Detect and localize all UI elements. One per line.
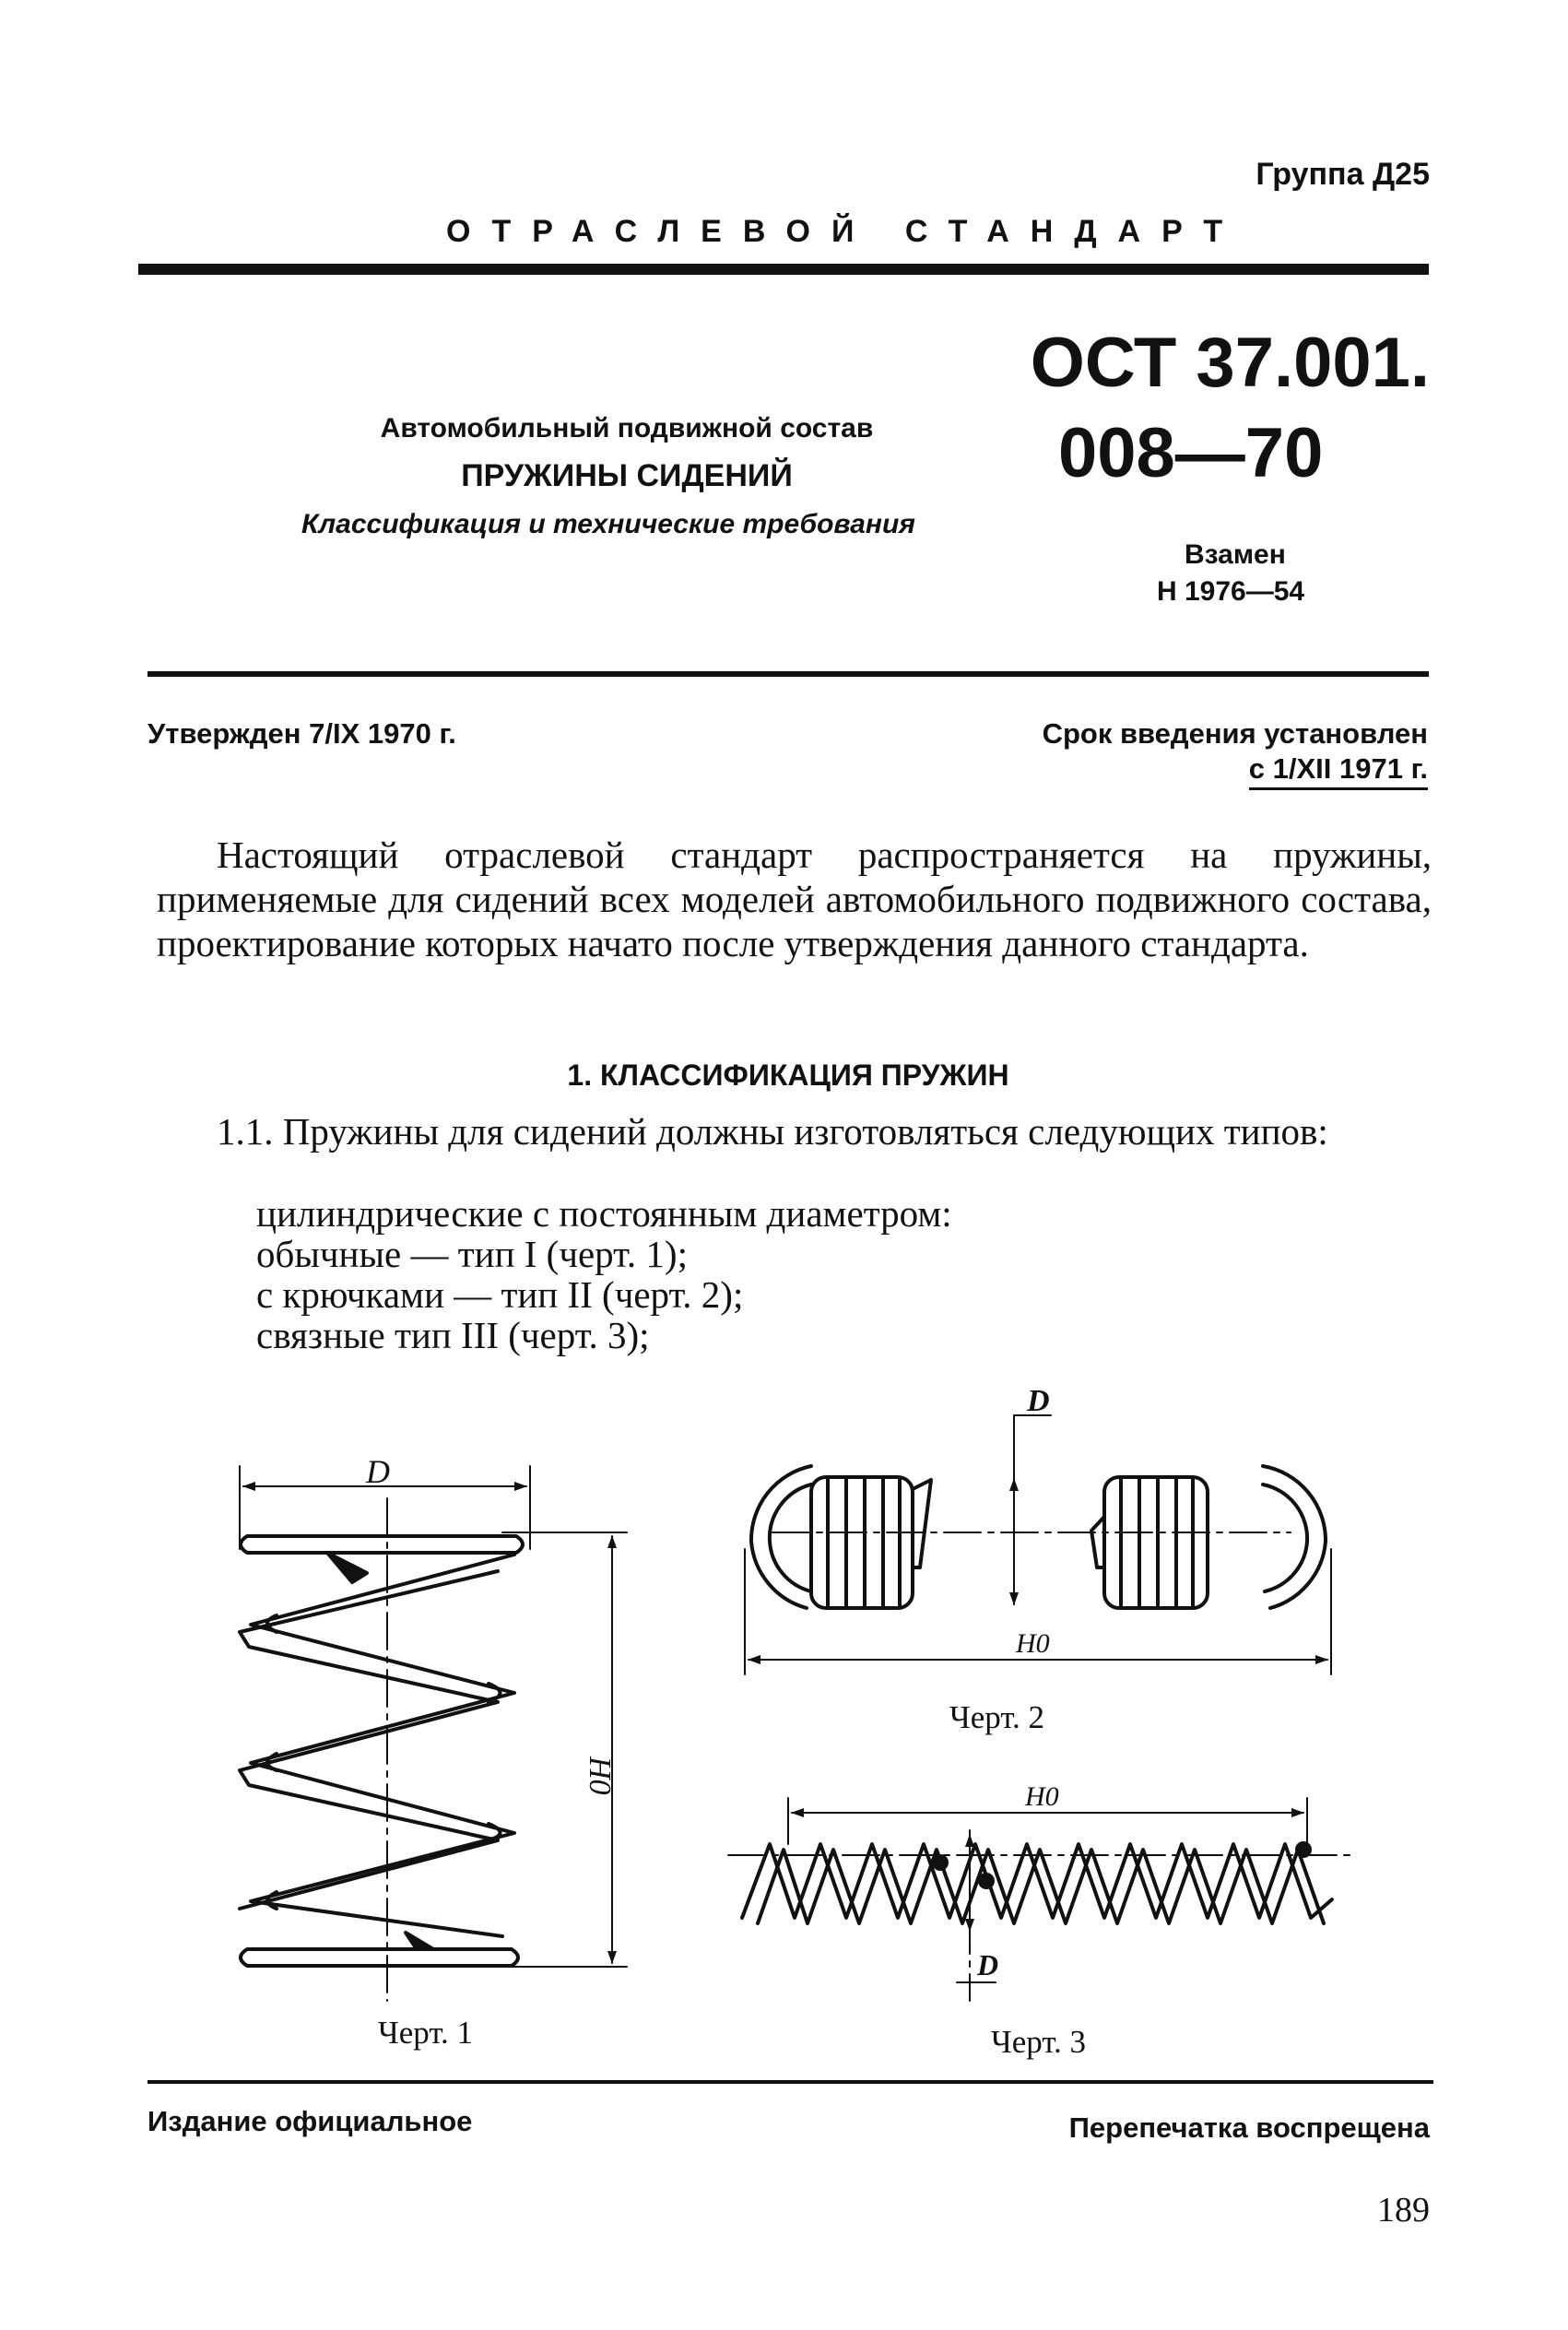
figure-1-caption: Черт. 1 (378, 2015, 473, 2051)
document-subtitle: Классификация и технические требования (301, 509, 915, 539)
fig1-h-label: H0 (583, 1756, 617, 1795)
effective-term-date: с 1/XII 1971 г. (1249, 752, 1428, 790)
replaces-value: Н 1976—54 (1157, 576, 1305, 607)
edition-label: Издание официальное (147, 2105, 473, 2137)
fig3-link-point (978, 1873, 995, 1889)
clause-1-1: 1.1. Пружины для сидений должны изготовляться следующих типов: (217, 1110, 1328, 1153)
page-number: 189 (1377, 2191, 1430, 2229)
approval-date: Утвержден 7/IX 1970 г. (147, 717, 456, 750)
list-item: связные тип III (черт. 3); (256, 1314, 650, 1356)
subject: Автомобильный подвижной состав (380, 413, 874, 444)
figure-3-drawing (728, 1798, 1355, 2001)
figure-1-drawing (240, 1466, 627, 2001)
fig2-d-label: D (1027, 1384, 1050, 1418)
fig3-d-label: D (977, 1948, 999, 1981)
standard-kind: ОТРАСЛЕВОЙ СТАНДАРТ (446, 214, 1244, 249)
fig1-d-label: D (366, 1453, 390, 1490)
designation-line2: 008—70 (1058, 414, 1324, 492)
fig3-link-point (1295, 1841, 1312, 1858)
figure-2-caption: Черт. 2 (949, 1699, 1044, 1735)
fig3-link-point (932, 1854, 949, 1871)
designation-line1: ОСТ 37.001. (1030, 324, 1430, 402)
intro-paragraph: Настоящий отраслевой стандарт распространяется на пружины, применяемые для сидений всех моделей автомобильного подвижного состава, проектирование которых начато после утверждения данного стандарта. (157, 834, 1432, 964)
effective-term-label: Срок введения установлен (1042, 717, 1428, 750)
fig3-h-label: H0 (1025, 1781, 1059, 1812)
group-label: Группа Д25 (1256, 157, 1430, 192)
figure-3-caption: Черт. 3 (991, 2024, 1086, 2060)
replaces-label: Взамен (1185, 539, 1286, 570)
document-title: ПРУЖИНЫ СИДЕНИЙ (461, 458, 793, 493)
list-item: цилиндрические с постоянным диаметром: (256, 1192, 952, 1235)
bottom-rule (147, 2080, 1433, 2084)
list-item: обычные — тип I (черт. 1); (256, 1233, 688, 1275)
fig2-h-label: H0 (1016, 1628, 1050, 1659)
section-heading: 1. КЛАССИФИКАЦИЯ ПРУЖИН (567, 1059, 1009, 1092)
reprint-notice: Перепечатка воспрещена (1068, 2111, 1430, 2144)
list-item: с крючками — тип II (черт. 2); (256, 1273, 744, 1316)
